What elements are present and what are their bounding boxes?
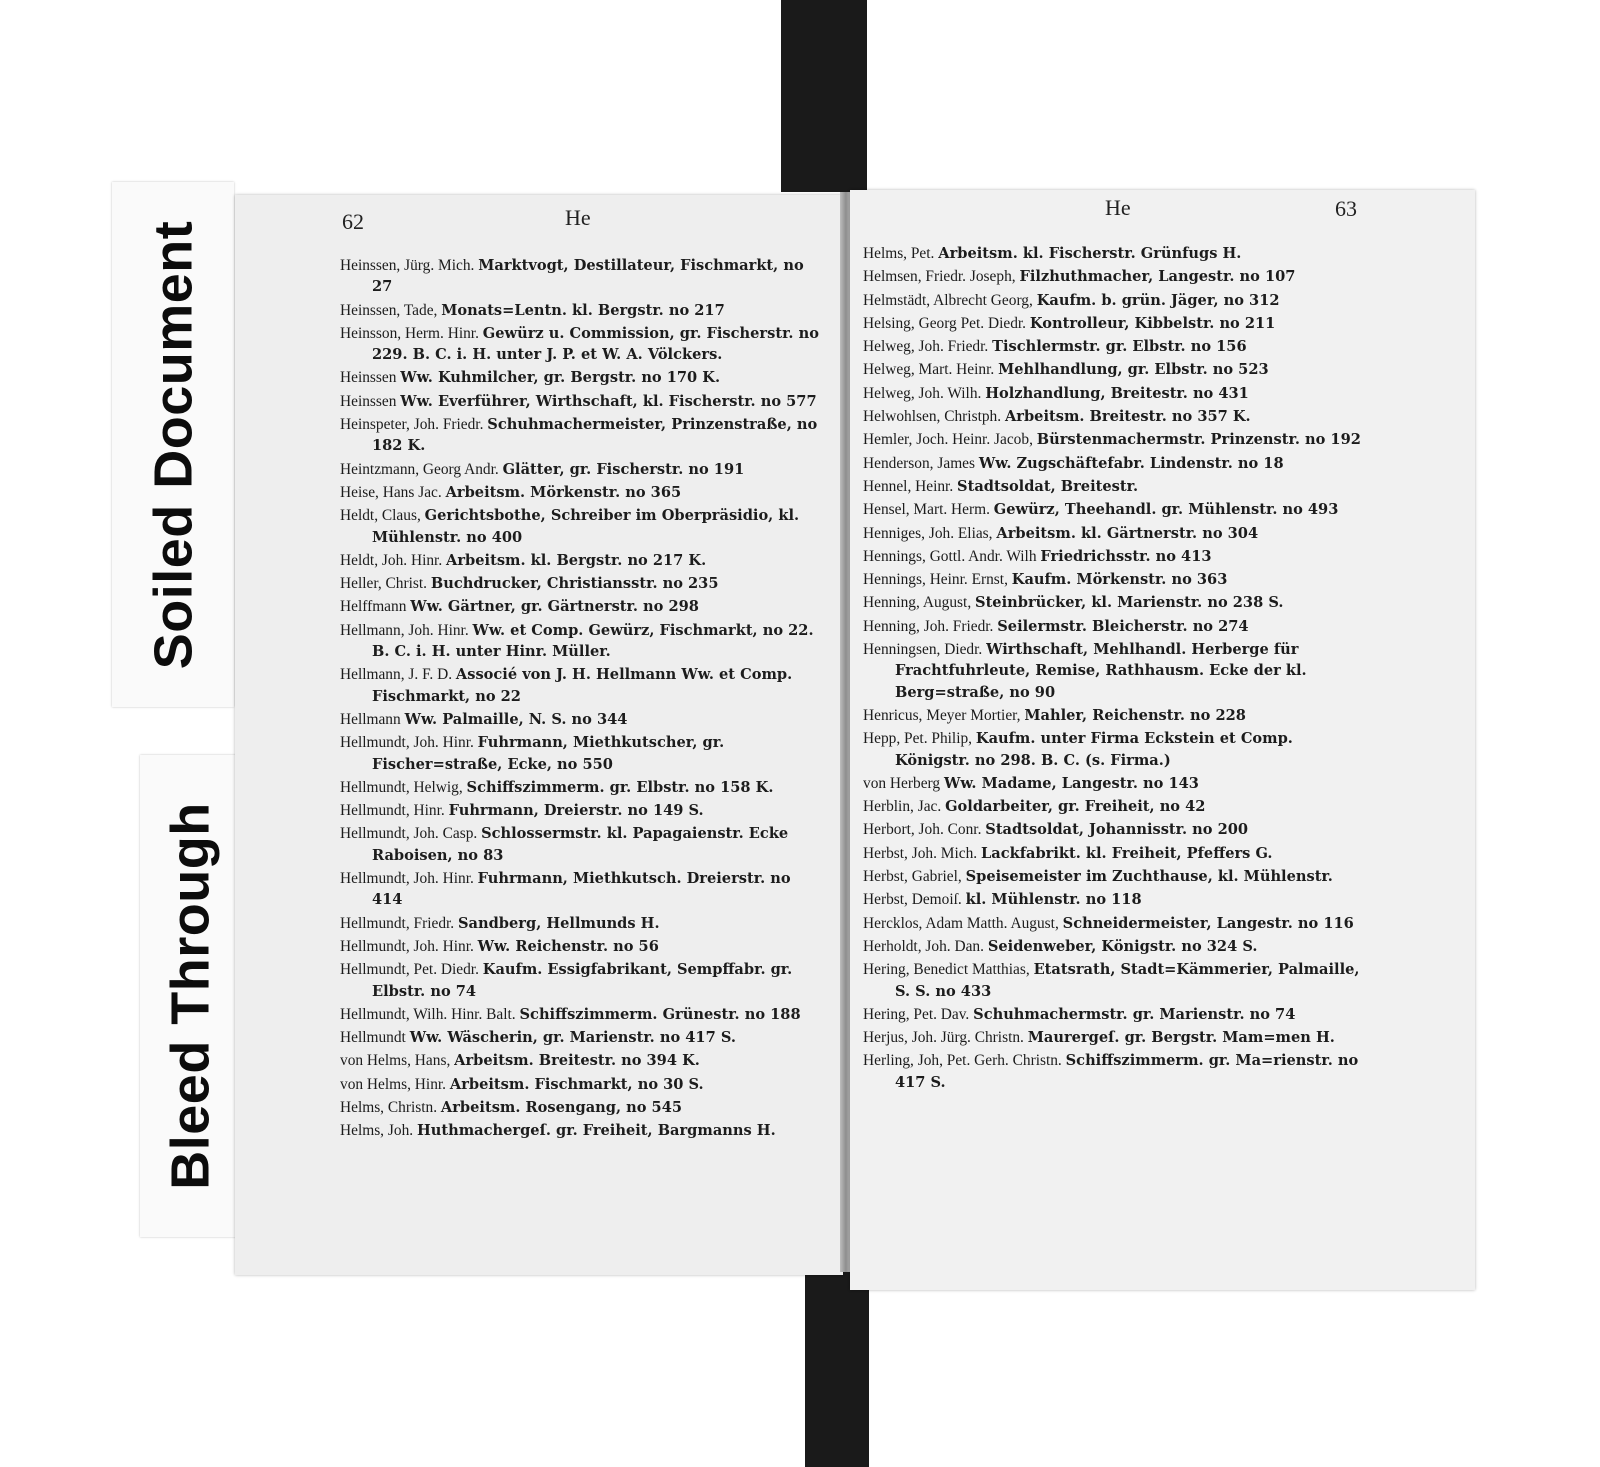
directory-entry bbox=[863, 889, 1363, 910]
entry-details: Ww. Gärtner, gr. Gärtnerstr. no 298 bbox=[410, 598, 699, 616]
directory-entry bbox=[340, 1074, 825, 1095]
entry-name: Heise, Hans Jac. bbox=[340, 483, 442, 501]
directory-entry bbox=[863, 819, 1363, 840]
directory-entry bbox=[863, 453, 1363, 474]
entry-name: Hellmundt, Friedr. bbox=[340, 914, 455, 932]
entry-name: Hemler, Joch. Heinr. Jacob, bbox=[863, 431, 1033, 449]
entry-details: Gerichtsbothe, Schreiber im Oberpräsidio, kl. Mühlenstr. no 400 bbox=[372, 507, 800, 546]
entry-details: Ww. Palmaille, N. S. no 344 bbox=[404, 710, 628, 728]
directory-entry bbox=[863, 616, 1363, 637]
entry-details: Stadtsoldat, Breitestr. bbox=[957, 477, 1139, 495]
entry-name: Heinssen, Tade, bbox=[340, 301, 438, 319]
directory-entry bbox=[863, 476, 1363, 497]
directory-entry bbox=[863, 546, 1363, 567]
directory-entry bbox=[340, 505, 825, 548]
entry-details: Stadtsoldat, Johannisstr. no 200 bbox=[985, 821, 1249, 839]
entry-details: Glätter, gr. Fischerstr. no 191 bbox=[502, 460, 745, 478]
entry-details: Kaufm. Mörkenstr. no 363 bbox=[1011, 571, 1228, 589]
directory-entry bbox=[340, 323, 825, 366]
entry-name: Hellmundt, Pet. Diedr. bbox=[340, 961, 479, 979]
entry-details: Monats=Lentn. kl. Bergstr. no 217 bbox=[441, 301, 725, 319]
entry-name: Hellmundt, Helwig, bbox=[340, 778, 463, 796]
directory-entry bbox=[863, 1004, 1363, 1025]
entry-name: Hellmundt, Joh. Casp. bbox=[340, 825, 478, 843]
entry-details: kl. Mühlenstr. no 118 bbox=[965, 891, 1142, 909]
directory-entry bbox=[340, 620, 825, 663]
entry-name: Hellmann bbox=[340, 710, 401, 728]
entry-details: Filzhuthmacher, Langestr. no 107 bbox=[1019, 268, 1296, 286]
directory-entry bbox=[863, 499, 1363, 520]
entry-name: Hellmann, Joh. Hinr. bbox=[340, 621, 469, 639]
directory-entry bbox=[863, 936, 1363, 957]
entry-name: Helweg, Joh. Friedr. bbox=[863, 338, 989, 356]
directory-entry bbox=[340, 1027, 825, 1048]
directory-entry bbox=[340, 550, 825, 571]
right-page bbox=[850, 190, 1475, 1290]
entry-name: Helsing, Georg Pet. Diedr. bbox=[863, 314, 1027, 332]
directory-entry bbox=[863, 639, 1363, 703]
directory-entry bbox=[863, 866, 1363, 887]
entry-details: Gewürz u. Commission, gr. Fischerstr. no 229. B. C. i. H. unter J. P. et W. A. Völckers. bbox=[372, 324, 819, 364]
directory-entry bbox=[340, 800, 825, 821]
entry-name: Helms, Pet. bbox=[863, 245, 935, 262]
entry-details: Fuhrmann, Miethkutscher, gr. Fischer=straße, Ecke, no 550 bbox=[372, 734, 725, 773]
left-page bbox=[235, 195, 843, 1275]
entry-details: Etatsrath, Stadt=Kämmerier, Palmaille, S. S. no 433 bbox=[895, 961, 1360, 1000]
entry-name: Hepp, Pet. Philip, bbox=[863, 730, 973, 748]
directory-entry bbox=[863, 1027, 1363, 1048]
directory-entry bbox=[340, 1120, 825, 1141]
entry-details: Wirthschaft, Mehlhandl. Herberge für Frachtfuhrleute, Remise, Rathhausm. Ecke der kl. Berg=straße, no 90 bbox=[895, 641, 1307, 701]
directory-entry bbox=[340, 300, 825, 321]
entry-name: Henderson, James bbox=[863, 454, 975, 472]
directory-entry bbox=[340, 255, 825, 298]
directory-entry bbox=[340, 823, 825, 866]
directory-entry bbox=[340, 482, 825, 503]
entry-name: Heller, Christ. bbox=[340, 575, 428, 593]
entry-details: Arbeitsm. kl. Gärtnerstr. no 304 bbox=[996, 524, 1259, 542]
entry-details: Tischlermstr. gr. Elbstr. no 156 bbox=[992, 338, 1247, 356]
entry-details: Ww. Wäscherin, gr. Marienstr. no 417 S. bbox=[409, 1029, 736, 1047]
directory-entry bbox=[340, 596, 825, 617]
entry-name: Henniges, Joh. Elias, bbox=[863, 524, 993, 542]
tab-text: Bleed Through bbox=[161, 802, 222, 1190]
entry-name: Hennings, Heinr. Ernst, bbox=[863, 571, 1008, 589]
entry-details: Bürstenmachermstr. Prinzenstr. no 192 bbox=[1036, 431, 1361, 449]
entry-name: Helmsen, Friedr. Joseph, bbox=[863, 268, 1016, 286]
entry-name: von Helms, Hinr. bbox=[340, 1075, 447, 1093]
entry-name: Hering, Pet. Dav. bbox=[863, 1005, 970, 1023]
directory-entry bbox=[340, 1004, 825, 1025]
running-head: He bbox=[565, 205, 591, 230]
entry-details: Seidenweber, Königstr. no 324 S. bbox=[987, 937, 1258, 955]
entry-details: Sandberg, Hellmunds H. bbox=[458, 914, 660, 932]
entry-name: Heinssen bbox=[340, 369, 397, 387]
entry-details: Huthmachergeſ. gr. Freiheit, Bargmanns H. bbox=[416, 1122, 776, 1140]
binding-ribbon-bottom bbox=[805, 1268, 869, 1467]
entry-name: Helms, Joh. bbox=[340, 1122, 414, 1140]
directory-entry bbox=[340, 1050, 825, 1071]
directory-entry bbox=[863, 383, 1363, 404]
directory-entry bbox=[340, 777, 825, 798]
directory-entry bbox=[863, 243, 1363, 264]
entry-details: Holzhandlung, Breitestr. no 431 bbox=[985, 384, 1249, 402]
directory-entry bbox=[863, 705, 1363, 726]
entry-name: Herjus, Joh. Jürg. Christn. bbox=[863, 1029, 1024, 1047]
entry-details: Goldarbeiter, gr. Freiheit, no 42 bbox=[945, 798, 1206, 816]
entry-details: Arbeitsm. Mörkenstr. no 365 bbox=[445, 483, 682, 501]
page-number: 62 bbox=[342, 209, 364, 234]
label-tab-soiled-document bbox=[112, 182, 234, 707]
directory-entry bbox=[863, 523, 1363, 544]
entry-name: Herling, Joh, Pet. Gerh. Christn. bbox=[863, 1052, 1062, 1070]
entry-details: Arbeitsm. Fischmarkt, no 30 S. bbox=[449, 1075, 704, 1093]
directory-entry bbox=[863, 313, 1363, 334]
directory-entry bbox=[863, 959, 1363, 1002]
entry-name: Hercklos, Adam Matth. August, bbox=[863, 914, 1059, 932]
entry-name: Hensel, Mart. Herm. bbox=[863, 501, 990, 519]
binding-ribbon-top bbox=[781, 0, 867, 192]
directory-entry bbox=[340, 709, 825, 730]
entry-name: Henricus, Meyer Mortier, bbox=[863, 706, 1021, 724]
directory-entry bbox=[863, 796, 1363, 817]
entry-name: Helwohlsen, Christph. bbox=[863, 408, 1002, 426]
entry-details: Ww. Kuhmilcher, gr. Bergstr. no 170 K. bbox=[400, 369, 721, 387]
directory-entries bbox=[340, 255, 825, 1144]
directory-entry bbox=[863, 728, 1363, 771]
entry-name: Heinssen, Jürg. Mich. bbox=[340, 257, 475, 274]
entry-details: Kaufm. b. grün. Jäger, no 312 bbox=[1036, 291, 1280, 309]
entry-details: Marktvogt, Destillateur, Fischmarkt, no 27 bbox=[372, 257, 804, 296]
entry-name: Heinssen bbox=[340, 392, 397, 410]
entry-details: Ww. Zugschäftefabr. Lindenstr. no 18 bbox=[978, 454, 1284, 472]
entry-name: Helms, Christn. bbox=[340, 1098, 438, 1116]
entry-name: Hennings, Gottl. Andr. Wilh bbox=[863, 547, 1037, 565]
running-head: He bbox=[1105, 195, 1131, 220]
entry-details: Arbeitsm. kl. Fischerstr. Grünfugs H. bbox=[938, 245, 1242, 262]
directory-entry bbox=[863, 429, 1363, 450]
directory-entry bbox=[340, 868, 825, 911]
tab-text: Soiled Document bbox=[143, 220, 204, 669]
directory-entry bbox=[863, 290, 1363, 311]
directory-entry bbox=[340, 664, 825, 707]
entry-name: Hellmann, J. F. D. bbox=[340, 666, 453, 684]
entry-details: Schiffszimmerm. gr. Elbstr. no 158 K. bbox=[466, 778, 774, 796]
directory-entry bbox=[863, 406, 1363, 427]
entry-name: Heinspeter, Joh. Friedr. bbox=[340, 416, 484, 434]
entry-name: Herbst, Joh. Mich. bbox=[863, 844, 978, 862]
entry-name: Heldt, Joh. Hinr. bbox=[340, 551, 443, 569]
directory-entry bbox=[340, 367, 825, 388]
entry-details: Schneidermeister, Langestr. no 116 bbox=[1062, 914, 1354, 932]
entry-details: Arbeitsm. Rosengang, no 545 bbox=[440, 1098, 683, 1116]
directory-entry bbox=[340, 1097, 825, 1118]
entry-name: Herbst, Demoiſ. bbox=[863, 891, 962, 909]
entry-details: Ww. Everführer, Wirthschaft, kl. Fischerstr. no 577 bbox=[400, 392, 817, 410]
entry-name: Henning, August, bbox=[863, 594, 972, 612]
directory-entry bbox=[340, 459, 825, 480]
directory-entry bbox=[340, 959, 825, 1002]
entry-details: Schuhmachermeister, Prinzenstraße, no 182 K. bbox=[372, 416, 818, 455]
entry-details: Arbeitsm. kl. Bergstr. no 217 K. bbox=[446, 551, 707, 569]
page-number: 63 bbox=[1335, 196, 1357, 221]
entry-name: Henningsen, Diedr. bbox=[863, 641, 983, 659]
entry-details: Schlossermstr. kl. Papagaienstr. Ecke Raboisen, no 83 bbox=[372, 825, 789, 864]
entry-details: Ww. Reichenstr. no 56 bbox=[477, 937, 659, 955]
entry-name: Hellmundt, Joh. Hinr. bbox=[340, 734, 474, 752]
directory-entry bbox=[340, 414, 825, 457]
directory-entry bbox=[863, 569, 1363, 590]
directory-entry bbox=[340, 732, 825, 775]
entry-name: Hellmundt, Joh. Hinr. bbox=[340, 937, 474, 955]
entry-details: Schuhmachermstr. gr. Marienstr. no 74 bbox=[973, 1005, 1296, 1023]
entry-details: Speisemeister im Zuchthause, kl. Mühlenstr. bbox=[965, 868, 1333, 886]
entry-details: Arbeitsm. Breitestr. no 394 K. bbox=[454, 1052, 700, 1070]
entry-name: von Herberg bbox=[863, 774, 941, 792]
entry-details: Kontrolleur, Kibbelstr. no 211 bbox=[1029, 314, 1276, 332]
entry-details: Lackfabrikt. kl. Freiheit, Pfeffers G. bbox=[981, 844, 1273, 862]
entry-name: Helffmann bbox=[340, 598, 407, 616]
directory-entry bbox=[340, 913, 825, 934]
entry-details: Seilermstr. Bleicherstr. no 274 bbox=[997, 617, 1249, 635]
directory-entry bbox=[863, 843, 1363, 864]
directory-entry bbox=[863, 1050, 1363, 1093]
entry-details: Kaufm. unter Firma Eckstein et Comp. Königstr. no 298. B. C. (s. Firma.) bbox=[895, 730, 1293, 769]
entry-name: Heinsson, Herm. Hinr. bbox=[340, 324, 479, 342]
entry-details: Ww. Madame, Langestr. no 143 bbox=[943, 774, 1199, 792]
entry-name: Heintzmann, Georg Andr. bbox=[340, 460, 499, 478]
directory-entry bbox=[863, 592, 1363, 613]
entry-details: Mehlhandlung, gr. Elbstr. no 523 bbox=[998, 361, 1269, 379]
directory-entry bbox=[863, 913, 1363, 934]
entry-name: Herblin, Jac. bbox=[863, 798, 942, 816]
entry-details: Kaufm. Essigfabrikant, Sempffabr. gr. Elbstr. no 74 bbox=[372, 961, 793, 1000]
entry-name: Herbort, Joh. Conr. bbox=[863, 821, 982, 839]
entry-name: Helmstädt, Albrecht Georg, bbox=[863, 291, 1033, 309]
entry-name: Helweg, Joh. Wilh. bbox=[863, 384, 982, 402]
directory-entry bbox=[863, 773, 1363, 794]
directory-entry bbox=[340, 573, 825, 594]
entry-details: Schiffszimmerm. gr. Ma=rienstr. no 417 S. bbox=[895, 1052, 1359, 1091]
entry-name: Herholdt, Joh. Dan. bbox=[863, 937, 984, 955]
directory-entry bbox=[863, 336, 1363, 357]
entry-details: Fuhrmann, Miethkutsch. Dreierstr. no 414 bbox=[372, 870, 791, 909]
entry-name: Hellmundt, Wilh. Hinr. Balt. bbox=[340, 1005, 516, 1023]
entry-details: Associé von J. H. Hellmann Ww. et Comp. Fischmarkt, no 22 bbox=[372, 666, 793, 705]
directory-entries bbox=[863, 243, 1363, 1095]
entry-details: Friedrichsstr. no 413 bbox=[1040, 547, 1212, 565]
label-tab-bleed-through bbox=[140, 755, 242, 1237]
entry-name: Hellmundt, Hinr. bbox=[340, 802, 445, 820]
entry-details: Buchdrucker, Christiansstr. no 235 bbox=[430, 575, 719, 593]
entry-name: Hellmundt bbox=[340, 1029, 406, 1047]
entry-details: Arbeitsm. Breitestr. no 357 K. bbox=[1004, 408, 1251, 426]
entry-details: Fuhrmann, Dreierstr. no 149 S. bbox=[448, 802, 704, 820]
entry-details: Gewürz, Theehandl. gr. Mühlenstr. no 493 bbox=[993, 501, 1339, 519]
entry-name: Hennel, Heinr. bbox=[863, 477, 954, 495]
entry-name: Henning, Joh. Friedr. bbox=[863, 617, 994, 635]
directory-entry bbox=[340, 391, 825, 412]
directory-entry bbox=[340, 936, 825, 957]
entry-name: Heldt, Claus, bbox=[340, 507, 421, 525]
entry-name: Herbst, Gabriel, bbox=[863, 868, 962, 886]
directory-entry bbox=[863, 359, 1363, 380]
entry-details: Steinbrücker, kl. Marienstr. no 238 S. bbox=[975, 594, 1284, 612]
entry-details: Maurergeſ. gr. Bergstr. Mam=men H. bbox=[1027, 1029, 1335, 1047]
entry-name: Hering, Benedict Matthias, bbox=[863, 961, 1030, 979]
entry-details: Ww. et Comp. Gewürz, Fischmarkt, no 22. B. C. i. H. unter Hinr. Müller. bbox=[372, 621, 814, 661]
entry-name: Helweg, Mart. Heinr. bbox=[863, 361, 995, 379]
entry-name: Hellmundt, Joh. Hinr. bbox=[340, 870, 474, 888]
entry-details: Schiffszimmerm. Grünestr. no 188 bbox=[519, 1005, 801, 1023]
directory-entry bbox=[863, 266, 1363, 287]
entry-name: von Helms, Hans, bbox=[340, 1052, 451, 1070]
entry-details: Mahler, Reichenstr. no 228 bbox=[1024, 706, 1246, 724]
